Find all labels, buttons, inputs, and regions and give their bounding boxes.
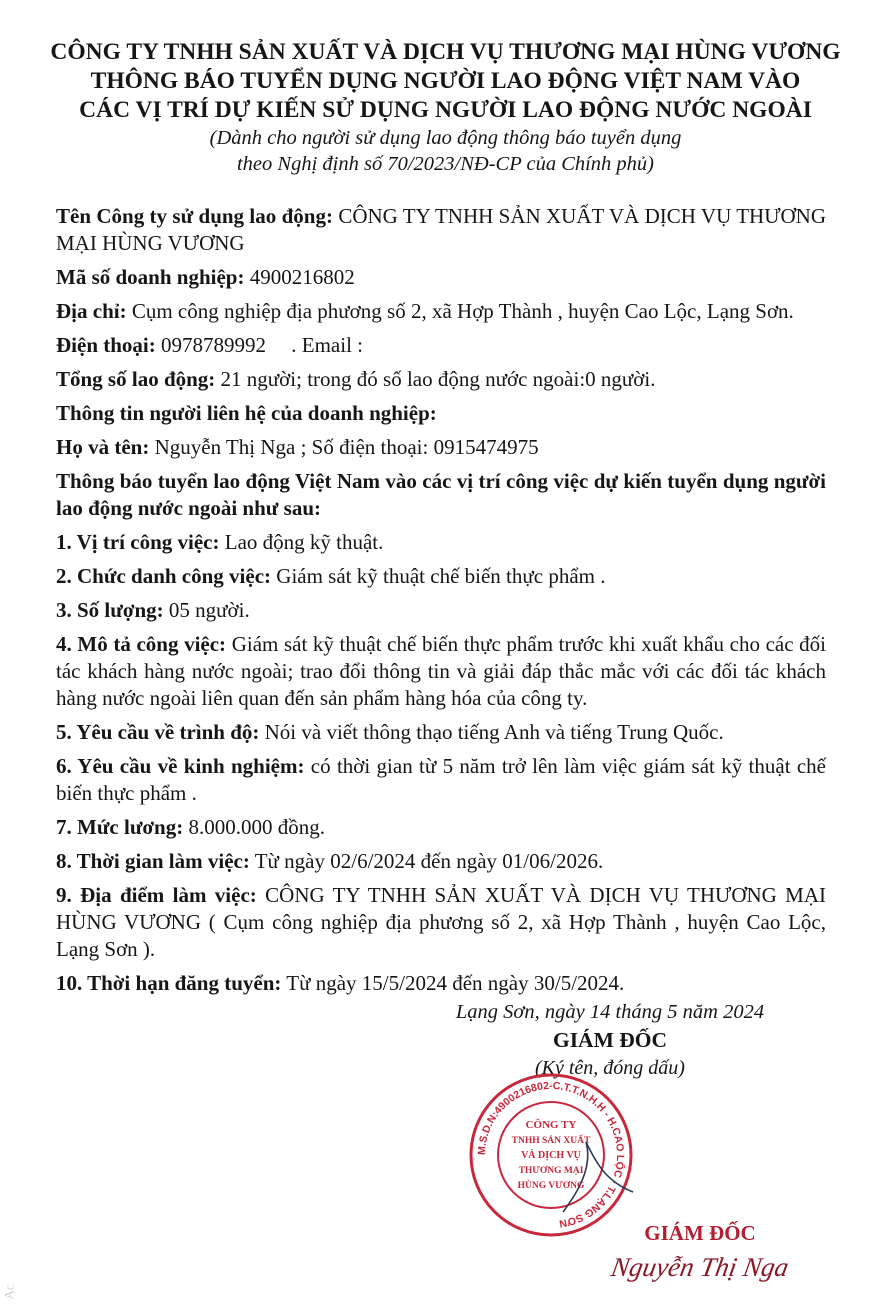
seal-ring-text: M.S.D.N:4900216802-C.T.T.N.H.H - H.CAO LỘC - T.LẠNG SƠN bbox=[475, 1079, 627, 1230]
company-name-label: Tên Công ty sử dụng lao động: bbox=[56, 204, 333, 228]
list-item bbox=[56, 814, 826, 841]
item-value: Từ ngày 15/5/2024 đến ngày 30/5/2024. bbox=[286, 971, 625, 995]
workers-label: Tổng số lao động: bbox=[56, 367, 216, 391]
item-label: 10. Thời hạn đăng tuyển: bbox=[56, 971, 282, 995]
item-label: 8. Thời gian làm việc: bbox=[56, 849, 250, 873]
signer-block bbox=[600, 1220, 800, 1288]
item-value: CÔNG TY TNHH SẢN XUẤT VÀ DỊCH VỤ THƯƠNG MẠI HÙNG VƯƠNG ( Cụm công nghiệp địa phương số 2, xã Hợp Thành , huyện Cao Lộc, Lạng Sơn ). bbox=[56, 883, 827, 961]
notice-subtitle-line-2: theo Nghị định số 70/2023/NĐ-CP của Chính phủ) bbox=[236, 153, 655, 175]
place-date: Lạng Sơn, ngày 14 tháng 5 năm 2024 bbox=[455, 1001, 765, 1023]
sign-note: (Ký tên, đóng dấu) bbox=[535, 1057, 685, 1079]
item-value: 05 người. bbox=[168, 598, 250, 622]
item-label: 1. Vị trí công việc: bbox=[56, 530, 220, 554]
item-value: Từ ngày 02/6/2024 đến ngày 01/06/2026. bbox=[254, 849, 604, 873]
item-value: Nói và viết thông thạo tiếng Anh và tiếng Trung Quốc. bbox=[264, 720, 724, 744]
seal-line-3: VÀ DỊCH VỤ bbox=[521, 1150, 581, 1161]
tax-code-value: 4900216802 bbox=[249, 265, 355, 289]
seal-line-2: TNHH SẢN XUẤT bbox=[511, 1136, 591, 1146]
list-item bbox=[56, 848, 826, 875]
notice-title-line-1: THÔNG BÁO TUYỂN DỤNG NGƯỜI LAO ĐỘNG VIỆT NAM VÀO bbox=[90, 68, 801, 94]
item-label: 2. Chức danh công việc: bbox=[56, 564, 272, 588]
item-value: Lao động kỹ thuật. bbox=[224, 530, 384, 554]
item-label: 3. Số lượng: bbox=[56, 598, 164, 622]
signer-name: Nguyễn Thị Nga bbox=[608, 1252, 792, 1282]
list-item bbox=[56, 882, 826, 963]
workers-value: 21 người; trong đó số lao động nước ngoài:0 người. bbox=[220, 367, 656, 391]
signature-block bbox=[400, 998, 820, 1081]
notice-title-line-2: CÁC VỊ TRÍ DỰ KIẾN SỬ DỤNG NGƯỜI LAO ĐỘNG NƯỚC NGOÀI bbox=[79, 97, 812, 123]
tax-code-label: Mã số doanh nghiệp: bbox=[56, 265, 245, 289]
seal-line-5: HÙNG VƯƠNG bbox=[517, 1181, 585, 1191]
tax-code-field bbox=[56, 264, 826, 291]
phone-value: 0978789992 bbox=[161, 333, 266, 357]
item-value: 8.000.000 đồng. bbox=[188, 815, 325, 839]
item-label: 6. Yêu cầu về kinh nghiệm: bbox=[56, 754, 305, 778]
contact-field bbox=[56, 434, 826, 461]
company-seal-icon bbox=[468, 1072, 634, 1238]
company-heading: CÔNG TY TNHH SẢN XUẤT VÀ DỊCH VỤ THƯƠNG MẠI HÙNG VƯƠNG bbox=[50, 39, 841, 65]
notice-subtitle-line-1: (Dành cho người sử dụng lao động thông báo tuyển dụng bbox=[209, 127, 682, 149]
list-item bbox=[56, 563, 826, 590]
contact-name-value: Nguyễn Thị Nga bbox=[154, 435, 296, 459]
item-label: 4. Mô tả công việc: bbox=[56, 632, 227, 656]
item-value: có thời gian từ 5 năm trở lên làm việc giám sát kỹ thuật chế biến thực phẩm . bbox=[56, 754, 826, 805]
email-label: . Email : bbox=[291, 333, 363, 357]
signer-title: GIÁM ĐỐC bbox=[644, 1221, 756, 1245]
seal-line-1: CÔNG TY bbox=[525, 1119, 577, 1131]
contact-phone-label: ; Số điện thoại: bbox=[300, 435, 429, 459]
item-label: 7. Mức lương: bbox=[56, 815, 184, 839]
contact-heading: Thông tin người liên hệ của doanh nghiệp: bbox=[56, 401, 437, 425]
phone-email-field bbox=[56, 332, 826, 359]
list-item bbox=[56, 970, 826, 997]
list-item bbox=[56, 631, 826, 712]
list-item bbox=[56, 753, 826, 807]
phone-label: Điện thoại: bbox=[56, 333, 156, 357]
item-label: 5. Yêu cầu về trình độ: bbox=[56, 720, 260, 744]
seal-line-4: THƯƠNG MẠI bbox=[518, 1166, 584, 1176]
address-field bbox=[56, 298, 826, 325]
item-value: Giám sát kỹ thuật chế biến thực phẩm trước khi xuất khẩu cho các đối tác khách hàng nước ngoài; trao đổi thông tin và giải đáp thắc mắc với các đối tác khách hàng nước ngoài liên quan đến sản phẩm hàng hóa của công ty. bbox=[56, 632, 826, 710]
item-label: 9. Địa điểm làm việc: bbox=[56, 883, 257, 907]
company-name-field bbox=[56, 203, 826, 257]
list-item bbox=[56, 529, 826, 556]
document-header bbox=[0, 38, 891, 177]
contact-name-label: Họ và tên: bbox=[56, 435, 150, 459]
margin-mark: Ac bbox=[1, 1284, 17, 1300]
recruitment-intro: Thông báo tuyển lao động Việt Nam vào các vị trí công việc dự kiến tuyển dụng người lao động nước ngoài như sau: bbox=[56, 469, 826, 520]
workers-field bbox=[56, 366, 826, 393]
director-title: GIÁM ĐỐC bbox=[552, 1028, 668, 1052]
company-name-value: CÔNG TY TNHH SẢN XUẤT VÀ DỊCH VỤ THƯƠNG MẠI HÙNG VƯƠNG bbox=[56, 204, 826, 255]
item-value: Giám sát kỹ thuật chế biến thực phẩm . bbox=[276, 564, 606, 588]
list-item bbox=[56, 719, 826, 746]
contact-phone-value: 0915474975 bbox=[433, 435, 539, 459]
address-value: Cụm công nghiệp địa phương số 2, xã Hợp Thành , huyện Cao Lộc, Lạng Sơn. bbox=[131, 299, 794, 323]
address-label: Địa chỉ: bbox=[56, 299, 127, 323]
document-body bbox=[56, 203, 826, 1004]
list-item bbox=[56, 597, 826, 624]
